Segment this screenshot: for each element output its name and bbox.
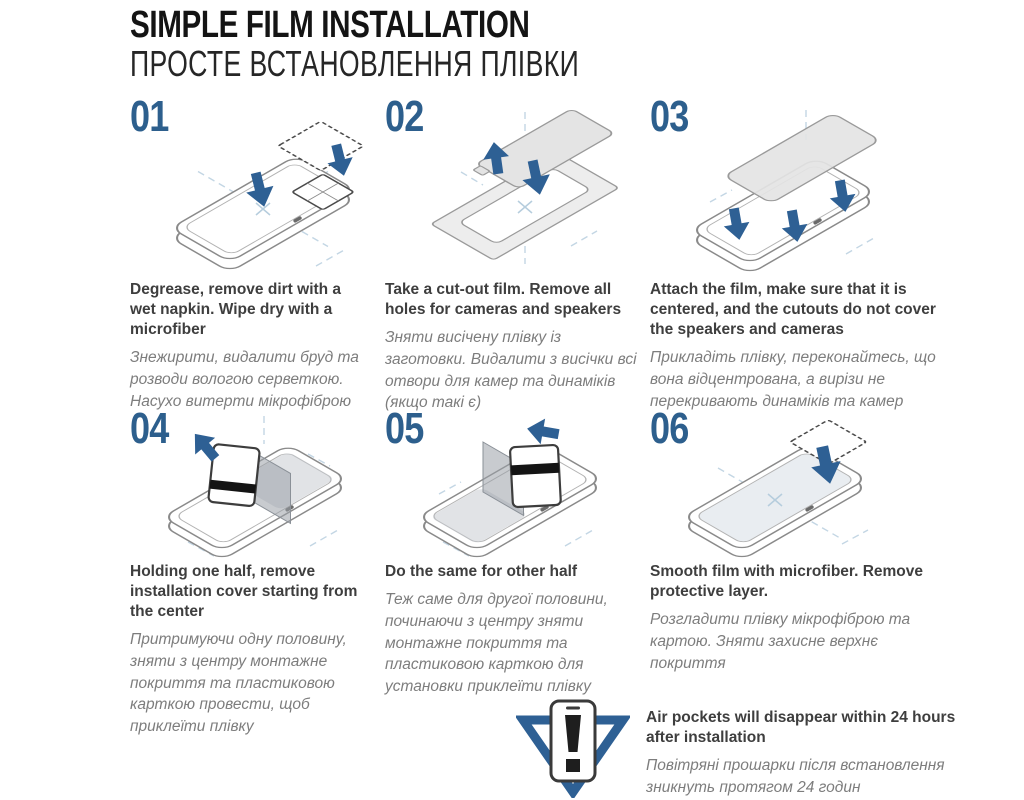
title-english: SIMPLE FILM INSTALLATION [130, 4, 530, 46]
step-04 [130, 404, 385, 738]
smooth-film-illustration [678, 414, 893, 564]
step-05-text-en: Do the same for other half [385, 563, 578, 580]
title-ukrainian: ПРОСТЕ ВСТАНОВЛЕННЯ ПЛІВКИ [130, 42, 580, 84]
air-pockets-warning-icon [516, 698, 630, 798]
left-arrow-icon [525, 416, 561, 447]
attach-film-illustration [686, 106, 901, 278]
step-02-number: 02 [385, 92, 424, 141]
note-text-ua: Повітряні прошарки після встановлення зникнуть протягом 24 годин [646, 757, 945, 796]
step-03 [650, 92, 940, 410]
step-01-text-ua: Знежирити, видалити бруд та розводи вологою серветкою. Насухо витерти мікрофіброю [130, 349, 359, 410]
take-cutout-film-illustration [421, 106, 636, 278]
step-06-number: 06 [650, 404, 689, 453]
step-03-text-ua: Прикладіть плівку, переконайтесь, що вона відцентрована, а вирізи не перекривають динаміків та камер [650, 349, 936, 410]
step-06 [650, 404, 940, 738]
step-03-text-en: Attach the film, make sure that it is centered, and the cutouts do not cover the speakers and cameras [650, 281, 936, 339]
step-01-number: 01 [130, 92, 169, 141]
note-text-en: Air pockets will disappear within 24 hours after installation [646, 709, 956, 747]
step-04-text-ua: Притримуючи одну половину, зняти з центру монтажне покриття та пластиковою карткою провести, щоб приклеїти плівку [130, 631, 347, 736]
step-06-text-en: Smooth film with microfiber. Remove protective layer. [650, 563, 924, 601]
peel-first-half-illustration [158, 414, 368, 564]
clean-phone-illustration [166, 106, 376, 278]
squeegee-card-icon [510, 445, 561, 507]
step-05-text-ua: Теж саме для другої половини, починаючи з центру зняти монтажне покриття та пластиковою карткою для установки приклеїти плівку [385, 591, 608, 695]
step-02-text-ua: Зняти висічену плівку із заготовки. Видалити з висічки всі отвори для камер та динаміків (якщо такі є) [385, 329, 637, 412]
step-02-text-en: Take a cut-out film. Remove all holes for cameras and speakers [385, 281, 622, 319]
step-05 [385, 404, 650, 738]
step-05-number: 05 [385, 404, 424, 453]
page-title [130, 6, 737, 83]
step-02 [385, 92, 650, 412]
step-03-number: 03 [650, 92, 689, 141]
step-04-text-en: Holding one half, remove installation cover starting from the center [130, 563, 358, 621]
steps-grid [130, 92, 940, 738]
step-01-text-en: Degrease, remove dirt with a wet napkin. Wipe dry with a microfiber [130, 281, 342, 339]
step-01 [130, 92, 385, 410]
peel-other-half-illustration [413, 414, 623, 564]
step-04-number: 04 [130, 404, 169, 453]
air-pockets-note [516, 698, 986, 799]
step-06-text-ua: Розгладити плівку мікрофіброю та картою. Зняти захисне верхнє покриття [650, 611, 911, 672]
